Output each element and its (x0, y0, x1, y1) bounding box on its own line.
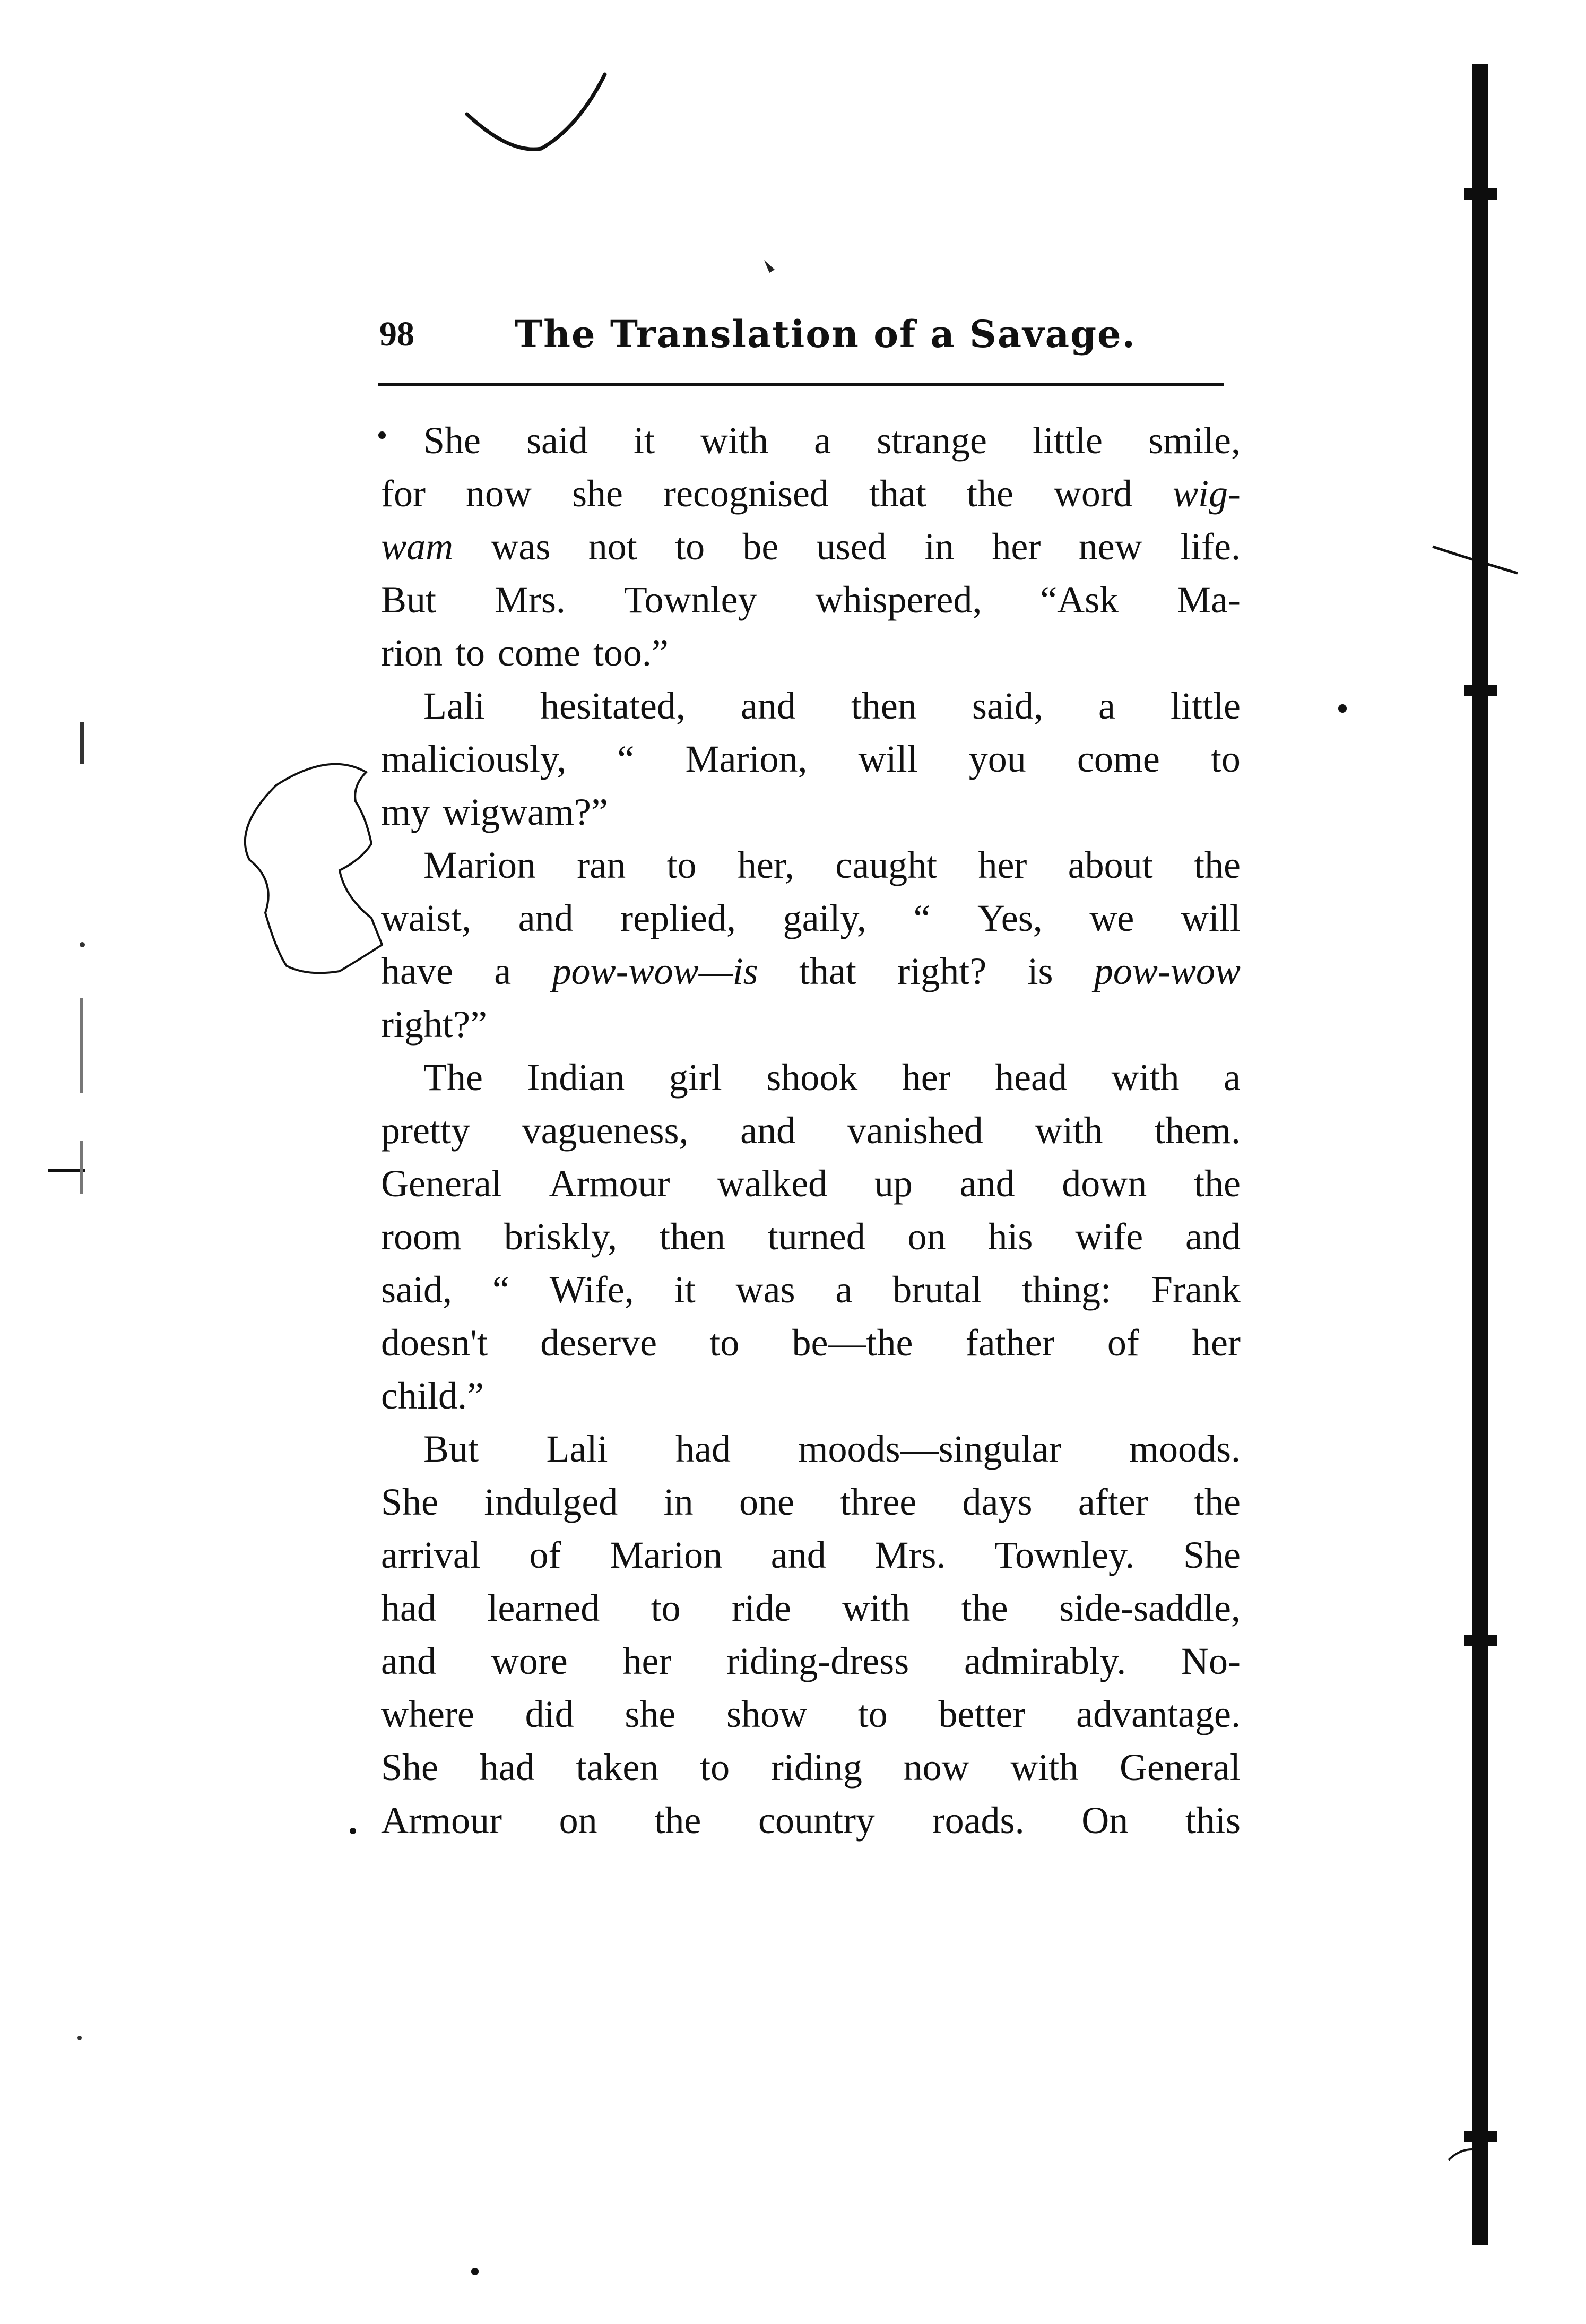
word: waist, (381, 897, 471, 939)
text-line (381, 1688, 1241, 1741)
word: with (1010, 1746, 1079, 1789)
word: and (959, 1162, 1015, 1205)
word: ride (731, 1587, 791, 1629)
word: The (423, 1056, 483, 1099)
word: with (1035, 1109, 1103, 1152)
word: side-saddle, (1059, 1587, 1241, 1629)
word: rion (381, 632, 443, 674)
word: Marion, (685, 738, 808, 780)
word: shook (766, 1056, 858, 1099)
word: Yes, (977, 897, 1043, 939)
word: deserve (540, 1321, 657, 1364)
word: the (966, 472, 1013, 515)
word: had (479, 1746, 535, 1789)
word: roads. (932, 1799, 1025, 1842)
word: you (968, 738, 1026, 780)
text-line (381, 1794, 1241, 1847)
word: said, (972, 685, 1043, 727)
page-header (379, 308, 1255, 366)
word: her (992, 525, 1041, 568)
word: to (675, 525, 705, 568)
page-number: 98 (379, 315, 414, 353)
word: the (961, 1587, 1008, 1629)
word: her (902, 1056, 951, 1099)
word: then (659, 1215, 725, 1258)
word: now (903, 1746, 969, 1789)
word: vagueness, (522, 1109, 689, 1152)
text-line (381, 1528, 1241, 1582)
word: Frank (1151, 1268, 1241, 1311)
word: “Ask (1040, 578, 1119, 621)
word: girl (669, 1056, 722, 1099)
word: strange (877, 419, 987, 462)
word: to (709, 1321, 740, 1364)
word: doesn't (381, 1321, 488, 1364)
word: replied, (620, 897, 736, 939)
word: my (381, 791, 430, 833)
word: Townley. (994, 1534, 1135, 1576)
text-line (381, 1475, 1241, 1528)
word: General (381, 1162, 502, 1205)
word: will (858, 738, 918, 780)
word: child.” (381, 1375, 484, 1417)
word: head (995, 1056, 1068, 1099)
word: smile, (1148, 419, 1241, 462)
word: to (651, 1587, 681, 1629)
word: then (851, 685, 917, 727)
word: had (675, 1428, 731, 1470)
word: right? (897, 950, 987, 992)
ink-blot (764, 260, 775, 273)
word: recognised (663, 472, 829, 515)
word: Mrs. (494, 578, 566, 621)
word: thing: (1022, 1268, 1112, 1311)
word: and (381, 1640, 436, 1682)
word: She (423, 419, 481, 462)
word: is (1027, 950, 1053, 992)
word: Wife, (549, 1268, 634, 1311)
word: to (666, 844, 697, 886)
word: with (1111, 1056, 1180, 1099)
word: used (816, 525, 887, 568)
text-line (381, 892, 1241, 945)
word: it (634, 419, 655, 462)
word: caught (835, 844, 938, 886)
word: three (840, 1481, 917, 1523)
word: a (814, 419, 831, 462)
text-line (381, 414, 1241, 467)
word: Armour (381, 1799, 502, 1842)
word: of (529, 1534, 561, 1576)
word: in (924, 525, 955, 568)
text-line (381, 679, 1241, 732)
word: moods. (1129, 1428, 1241, 1470)
word: where (381, 1693, 474, 1735)
word: a (1098, 685, 1115, 727)
word: she (572, 472, 623, 515)
word: after (1078, 1481, 1148, 1523)
word: was (491, 525, 551, 568)
word: and (1185, 1215, 1241, 1258)
word: will (1181, 897, 1241, 939)
word: his (988, 1215, 1033, 1258)
word: be—the (792, 1321, 913, 1364)
text-line (381, 520, 1241, 573)
text-line (381, 1422, 1241, 1475)
word: Indian (527, 1056, 625, 1099)
header-rule (378, 383, 1224, 386)
word: learned (487, 1587, 600, 1629)
binding-knot (1464, 188, 1497, 200)
word: her, (737, 844, 794, 886)
word: for (381, 472, 426, 515)
word: one (739, 1481, 794, 1523)
word: arrival (381, 1534, 481, 1576)
word: with (700, 419, 769, 462)
word: word (1053, 472, 1132, 515)
margin-dots (80, 722, 84, 764)
word: this (1185, 1799, 1241, 1842)
word: them. (1155, 1109, 1241, 1152)
body-text (381, 414, 1241, 1847)
word: down (1062, 1162, 1147, 1205)
word: to (455, 632, 485, 674)
word: her (1192, 1321, 1241, 1364)
word: not (588, 525, 637, 568)
word: her (622, 1640, 672, 1682)
word: room (381, 1215, 462, 1258)
text-line (381, 1741, 1241, 1794)
word: be (742, 525, 779, 568)
text-line (381, 1157, 1241, 1210)
word: new (1078, 525, 1142, 568)
word: walked (717, 1162, 828, 1205)
word: wig- (1172, 472, 1241, 515)
word: wigwam?” (443, 791, 608, 833)
word: better (938, 1693, 1026, 1735)
word: about (1068, 844, 1153, 886)
word: wam (381, 525, 454, 568)
text-line (381, 573, 1241, 626)
word: Lali (423, 685, 485, 727)
word: pretty (381, 1109, 470, 1152)
word: pow-wow (1094, 950, 1241, 992)
word: with (842, 1587, 911, 1629)
text-line (381, 839, 1241, 892)
word: vanished (847, 1109, 983, 1152)
word: her (978, 844, 1027, 886)
word: to (1210, 738, 1241, 780)
word: little (1033, 419, 1103, 462)
word: and (770, 1534, 826, 1576)
word: show (726, 1693, 808, 1735)
word: gaily, (783, 897, 866, 939)
word: No- (1181, 1640, 1241, 1682)
word: of (1107, 1321, 1139, 1364)
check-mark (467, 74, 605, 149)
word: Townley (623, 578, 757, 621)
binding-knot (1464, 1635, 1497, 1646)
word: country (758, 1799, 875, 1842)
word: Armour (549, 1162, 670, 1205)
text-line (381, 1582, 1241, 1635)
binding-knot (1464, 2131, 1497, 2142)
text-line (381, 998, 1241, 1051)
word: riding (770, 1746, 862, 1789)
margin-dots (80, 1141, 83, 1194)
word: she (625, 1693, 676, 1735)
word: was (735, 1268, 795, 1311)
word: the (1194, 844, 1241, 886)
word: Ma- (1177, 578, 1241, 621)
text-line (381, 1051, 1241, 1104)
word: briskly, (504, 1215, 618, 1258)
text-line (381, 626, 1241, 679)
word: maliciously, (381, 738, 567, 780)
word: said, (381, 1268, 452, 1311)
word: to (857, 1693, 888, 1735)
margin-dots (80, 998, 83, 1093)
word: indulged (484, 1481, 618, 1523)
word: to (700, 1746, 730, 1789)
word: whispered, (815, 578, 982, 621)
word: the (654, 1799, 701, 1842)
word: father (965, 1321, 1055, 1364)
word: days (962, 1481, 1033, 1523)
word: too.” (593, 632, 669, 674)
word: a (835, 1268, 853, 1311)
word: taken (576, 1746, 659, 1789)
word: and (740, 685, 796, 727)
word: wore (491, 1640, 568, 1682)
word: we (1089, 897, 1134, 939)
word: Marion (610, 1534, 723, 1576)
word: up (874, 1162, 913, 1205)
word: that (799, 950, 856, 992)
word: She (381, 1746, 438, 1789)
text-line (381, 1316, 1241, 1369)
word: moods—singular (798, 1428, 1062, 1470)
word: ran (577, 844, 626, 886)
word: come (1077, 738, 1160, 780)
word: on (559, 1799, 597, 1842)
word: brutal (892, 1268, 982, 1311)
word: come (498, 632, 580, 674)
word: But (423, 1428, 479, 1470)
word: on (907, 1215, 946, 1258)
word: in (663, 1481, 694, 1523)
text-line (381, 1369, 1241, 1422)
text-line (381, 945, 1241, 998)
word: turned (767, 1215, 865, 1258)
word: said (526, 419, 588, 462)
text-line (381, 732, 1241, 785)
word: wife (1075, 1215, 1143, 1258)
word: hesitated, (540, 685, 686, 727)
binding-knot (1464, 685, 1497, 696)
word: “ (492, 1268, 509, 1311)
text-line (381, 1210, 1241, 1263)
word: Marion (423, 844, 536, 886)
word: pow-wow—is (552, 950, 758, 992)
word: and (518, 897, 574, 939)
word: “ (617, 738, 635, 780)
word: “ (913, 897, 931, 939)
word: now (465, 472, 532, 515)
word: Mrs. (874, 1534, 946, 1576)
word: advantage. (1076, 1693, 1241, 1735)
hand-drawn-outline (245, 764, 382, 973)
word: had (381, 1587, 436, 1629)
word: and (740, 1109, 796, 1152)
word: riding-dress (726, 1640, 909, 1682)
word: a (494, 950, 512, 992)
text-line (381, 1635, 1241, 1688)
text-line (381, 1263, 1241, 1316)
word: But (381, 578, 437, 621)
word: Lali (546, 1428, 608, 1470)
text-line (381, 785, 1241, 839)
word: a (1223, 1056, 1241, 1099)
binding-string (1472, 64, 1488, 2245)
text-line (381, 1104, 1241, 1157)
text-line (381, 467, 1241, 520)
running-title: The Translation of a Savage. (515, 312, 1136, 356)
word: have (381, 950, 453, 992)
word: the (1194, 1162, 1241, 1205)
word: the (1194, 1481, 1241, 1523)
word: that (869, 472, 926, 515)
word: admirably. (964, 1640, 1126, 1682)
word: On (1081, 1799, 1129, 1842)
word: She (381, 1481, 438, 1523)
word: She (1183, 1534, 1241, 1576)
word: right?” (381, 1003, 487, 1046)
word: General (1120, 1746, 1241, 1789)
word: little (1170, 685, 1241, 727)
word: did (525, 1693, 574, 1735)
word: life. (1180, 525, 1241, 568)
word: it (674, 1268, 696, 1311)
